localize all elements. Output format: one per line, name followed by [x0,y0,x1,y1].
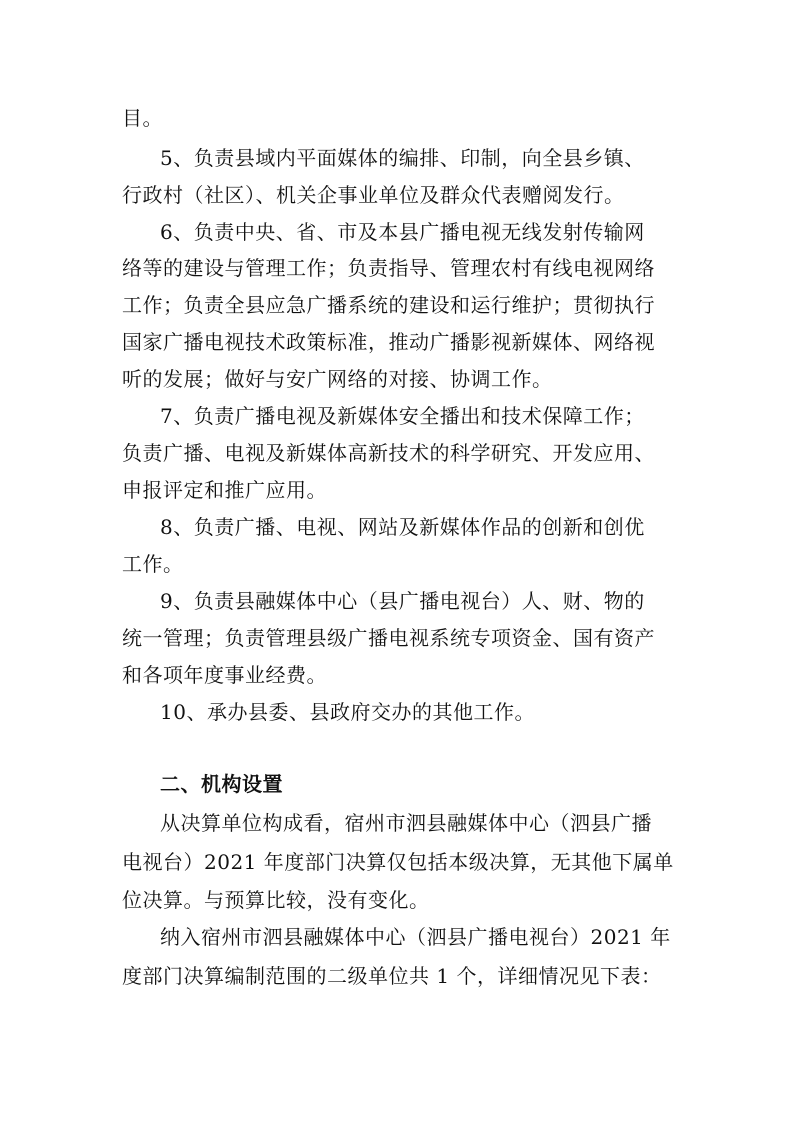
text-line: 10、承办县委、县政府交办的其他工作。 [160,700,535,724]
text-line: 度部门决算编制范围的二级单位共 1 个，详细情况见下表： [122,964,662,988]
text-line: 8、负责广播、电视、网站及新媒体作品的创新和创优 [160,515,645,539]
text-line: 目。 [122,106,163,130]
text-line: 络等的建设与管理工作；负责指导、管理农村有线电视网络 [122,256,655,280]
text-line: 统一管理；负责管理县级广播电视系统专项资金、国有资产 [122,626,655,650]
text-line: 和各项年度事业经费。 [122,663,327,687]
text-line: 工作；负责全县应急广播系统的建设和运行维护；贯彻执行 [122,293,655,317]
text-line: 工作。 [122,552,184,576]
text-line: 行政村（社区）、机关企事业单位及群众代表赠阅发行。 [122,183,625,207]
text-line: 负责广播、电视及新媒体高新技术的科学研究、开发应用、 [122,441,655,465]
text-line: 从决算单位构成看，宿州市泗县融媒体中心（泗县广播 [160,811,652,835]
text-line: 听的发展；做好与安广网络的对接、协调工作。 [122,367,553,391]
text-line: 电视台）2021 年度部门决算仅包括本级决算，无其他下属单 [122,850,674,874]
text-line: 7、负责广播电视及新媒体安全播出和技术保障工作； [160,404,645,428]
text-line: 6、负责中央、省、市及本县广播电视无线发射传输网 [160,220,645,244]
text-line: 9、负责县融媒体中心（县广播电视台）人、财、物的 [160,589,645,613]
text-line: 5、负责县域内平面媒体的编排、印制，向全县乡镇、 [160,146,645,170]
text-line: 位决算。与预算比较，没有变化。 [122,888,430,912]
section-heading: 二、机构设置 [160,772,283,796]
text-line: 申报评定和推广应用。 [122,478,327,502]
text-line: 纳入宿州市泗县融媒体中心（泗县广播电视台）2021 年 [160,925,671,949]
text-line: 国家广播电视技术政策标准，推动广播影视新媒体、网络视 [122,330,655,354]
